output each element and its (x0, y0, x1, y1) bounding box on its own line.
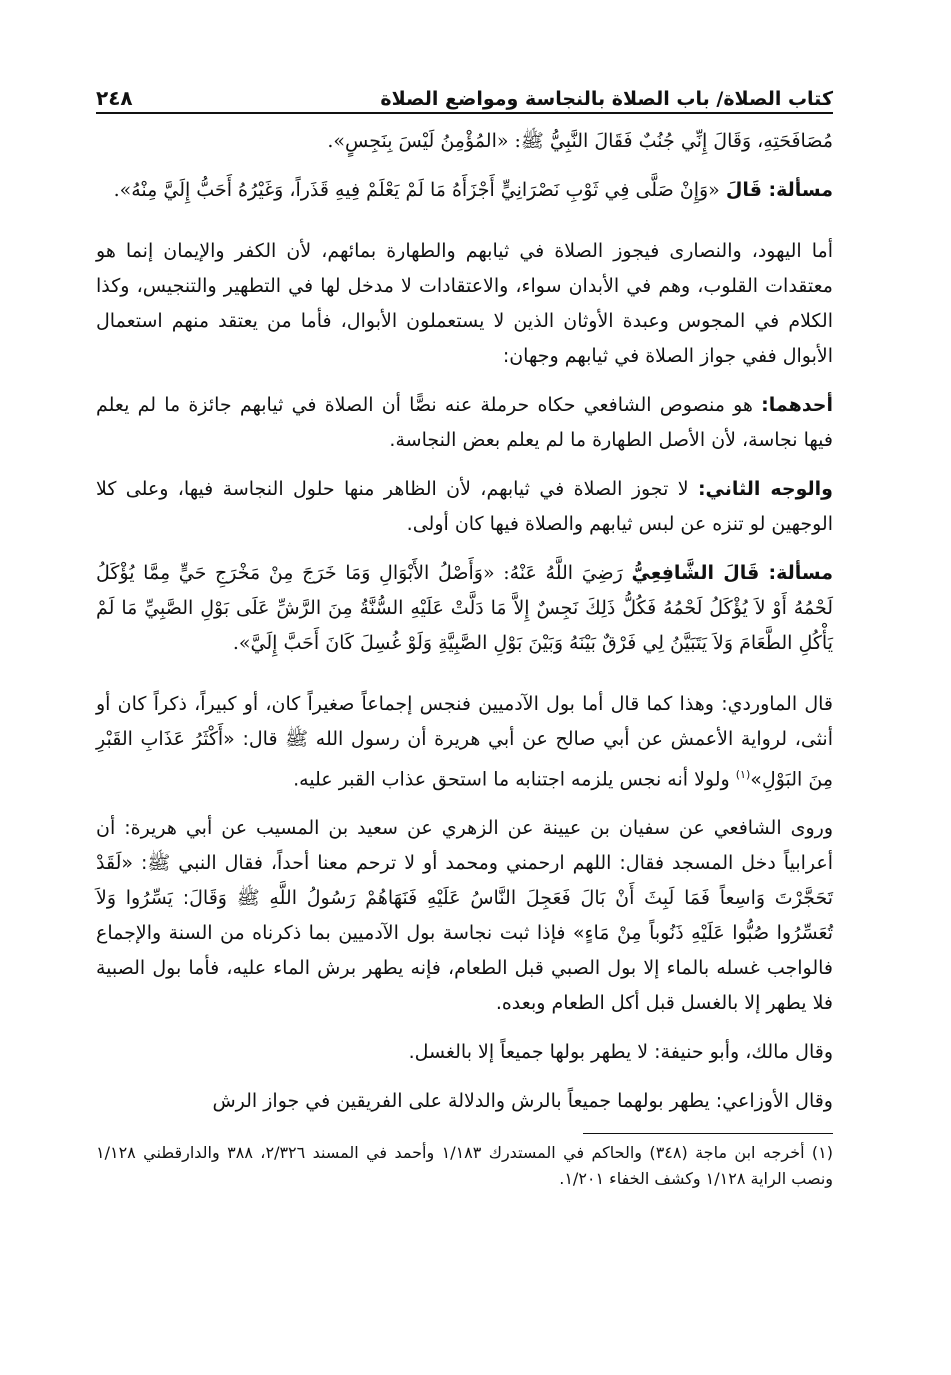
paragraph-2-label: مسألة: قَالَ (725, 179, 833, 201)
paragraph-10 (96, 1084, 833, 1119)
footnote-ref: (١) (735, 768, 751, 781)
paragraph-6-label: مسألة: قَالَ الشَّافِعِيُّ (631, 562, 834, 584)
paragraph-1 (96, 124, 833, 159)
paragraph-7 (96, 687, 833, 797)
paragraph-5-text: لا تجوز الصلاة في ثيابهم، لأن الظاهر منها حلول النجاسة فيها، وعلى كلا الوجهين لو تنزه عن لبس ثيابهم والصلاة فيها كان أولى. (96, 478, 833, 535)
footnote-divider (583, 1133, 833, 1134)
paragraph-1-text: مُصَافَحَتِهِ، وَقَالَ إِنِّي جُنُبٌ فَقَالَ النَّبِيُّ ﷺ: «المُؤْمِنُ لَيْسَ بِنَجِسٍ». (327, 130, 833, 152)
paragraph-5 (96, 472, 833, 542)
paragraph-2 (96, 173, 833, 208)
paragraph-9-text: وقال مالك، وأبو حنيفة: لا يطهر بولها جميعاً إلا بالغسل. (408, 1041, 833, 1064)
paragraph-4-label: أحدهما: (761, 394, 833, 416)
paragraph-4-text: هو منصوص الشافعي حكاه حرملة عنه نصًّا أن الصلاة في ثيابهم جائزة ما لم يعلم فيها نجاسة، لأن الأصل الطهارة ما لم يعلم بعض النجاسة. (96, 394, 833, 451)
paragraph-8 (96, 811, 833, 1021)
paragraph-5-label: والوجه الثاني: (697, 478, 833, 500)
footnote (96, 1140, 833, 1192)
footnote-text: (١) أخرجه ابن ماجة (٣٤٨) والحاكم في المستدرك ١/١٨٣ وأحمد في المسند ٢/٣٢٦، ٣٨٨ والدارقطني ١/١٢٨ ونصب الراية ١/١٢٨ وكشف الخفاء ١/٢٠١. (96, 1143, 834, 1189)
paragraph-6 (96, 556, 833, 661)
paragraph-3-text: أما اليهود، والنصارى فيجوز الصلاة في ثيابهم والطهارة بمائهم، لأن الكفر والإيمان إنما هو معتقدات القلوب، وهم في الأبدان سواء، والاعتقادات لا مدخل لها في التطهير والتنجيس، وكذا الكلام في المجوس وعبدة الأوثان الذين لا يستعملون الأبوال، فأما من يعتقد منهم استعمال الأبوال ففي جواز الصلاة في ثيابهم وجهان: (96, 240, 833, 367)
running-title: كتاب الصلاة/ باب الصلاة بالنجاسة ومواضع الصلاة (380, 88, 833, 110)
paragraph-6-text: رَضِيَ اللَّهُ عَنْهُ: «وَأَصْلُ الأَبْوَالِ وَمَا خَرَجَ مِنْ مَخْرَجِ حَيٍّ مِمَّا يُؤْكَلُ لَحْمُهُ أَوْ لاَ يُؤْكَلُ لَحْمُهُ فَكُلُّ ذَلِكَ نَجِسٌ إِلاَّ مَا دَلَّتْ عَلَيْهِ السُّنَّةُ مِنَ الرَّشِّ عَلَى بَوْلِ الصَّبِيِّ مَا لَمْ يَأْكُلِ الطَّعَامَ وَلاَ يَتَبَيَّنُ لِي فَرْقٌ بَيْنَهُ وَبَيْنَ بَوْلِ الصَّبِيَّةِ وَلَوْ غُسِلَ كَانَ أَحَبَّ إِلَيَّ». (96, 562, 833, 654)
paragraph-10-text: وقال الأوزاعي: يطهر بولهما جميعاً بالرش والدلالة على الفريقين في جواز الرش (212, 1090, 833, 1113)
paragraph-7-text-after: ولولا أنه نجس يلزمه اجتنابه ما استحق عذاب القبر عليه. (293, 768, 736, 791)
paragraph-4 (96, 388, 833, 458)
paragraph-2-text: «وَإِنْ صَلَّى فِي ثَوْبِ نَصْرَانِيٍّ أَجْزَأَهُ مَا لَمْ يَعْلَمْ فِيهِ قَذَراً، وَغَيْرُهُ أَحَبُّ إِلَيَّ مِنْهُ». (113, 179, 720, 201)
page-header (96, 86, 833, 114)
paragraph-7-text: قال الماوردي: وهذا كما قال أما بول الآدميين فنجس إجماعاً صغيراً كان، أو كبيراً، ذكراً كان أو أنثى، لرواية الأعمش عن أبي صالح عن أبي هريرة أن رسول الله ﷺ قال: «أَكْثَرُ عَذَابِ القَبْرِ مِنَ البَوْلِ» (96, 693, 833, 791)
paragraph-3 (96, 234, 833, 374)
page-body (96, 124, 833, 1119)
paragraph-9 (96, 1035, 833, 1070)
paragraph-8-text: وروى الشافعي عن سفيان بن عيينة عن الزهري عن سعيد بن المسيب عن أبي هريرة: أن أعرابياً دخل المسجد فقال: اللهم ارحمني ومحمد أو لا ترحم معنا أحداً، فقال النبي ﷺ: «لَقَدْ تَحَجَّرْتَ وَاسِعاً فَمَا لَبِثَ أَنْ بَالَ فَعَجِلَ النَّاسُ عَلَيْهِ فَنَهَاهُمْ رَسُولُ اللَّهِ ﷺ وَقَالَ: يَسِّرُوا وَلاَ تُعَسِّرُوا صُبُّوا عَلَيْهِ ذَنُوباً مِنْ مَاءٍ» فإذا ثبت نجاسة بول الآدميين بما ذكرناه من السنة والإجماع فالواجب غسله بالماء إلا بول الصبي قبل الطعام، فإنه يطهر برش الماء عليه، فأما بول الصبية فلا يطهر إلا بالغسل قبل أكل الطعام وبعده. (96, 817, 833, 1015)
page-number: ٢٤٨ (96, 86, 133, 110)
